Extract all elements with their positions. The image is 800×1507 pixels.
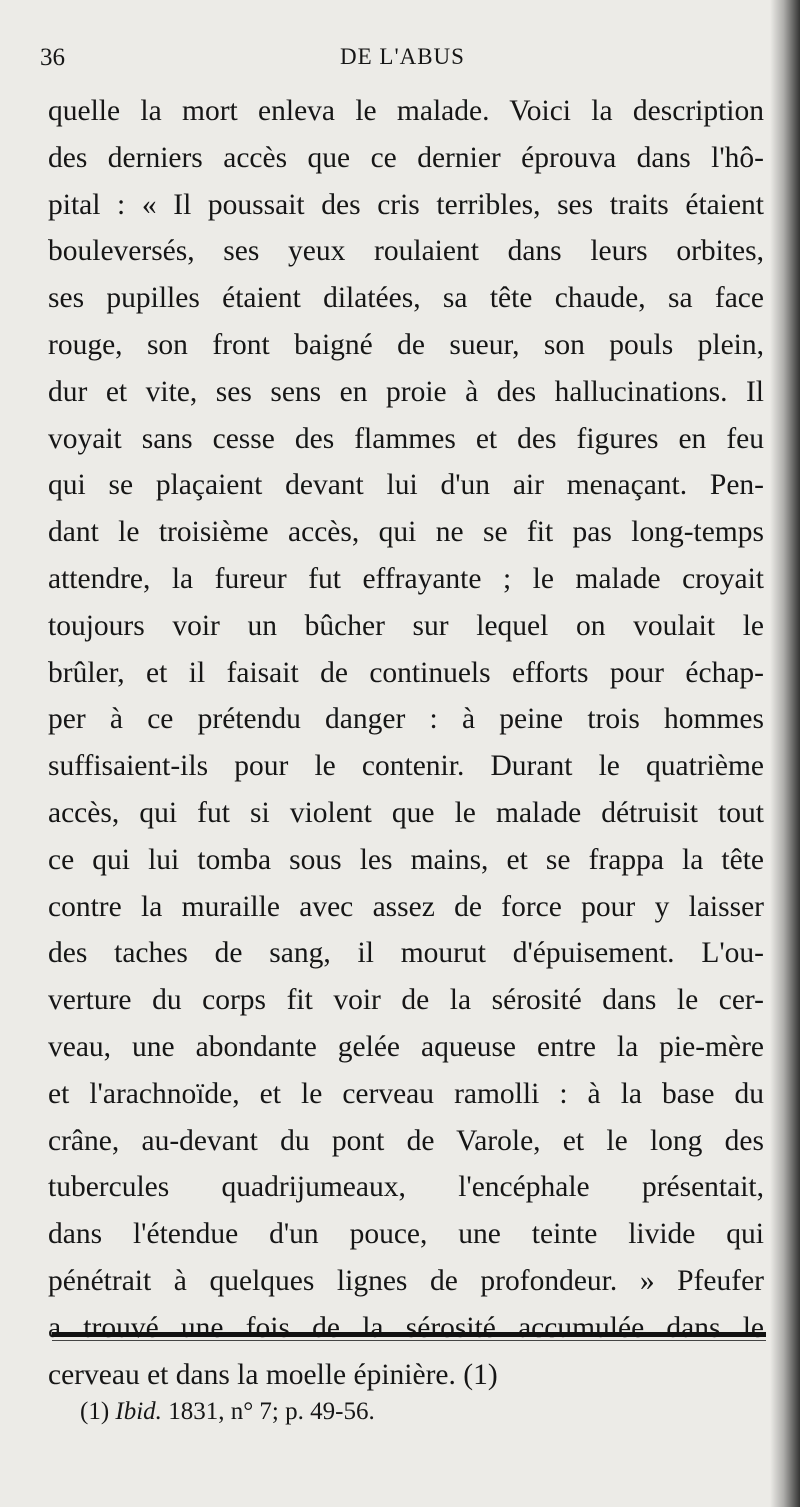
footnote-separator-thin-rule <box>52 1340 766 1341</box>
text-line: bouleversés, ses yeux roulaient dans leurs orbites, <box>48 235 764 268</box>
text-line: qui se plaçaient devant lui d'un air menaçant. Pen- <box>48 469 764 502</box>
text-line: dant le troisième accès, qui ne se fit pas long-temps <box>48 516 764 549</box>
text-line: pital : « Il poussait des cris terribles, ses traits étaient <box>48 188 764 221</box>
running-head: DE L'ABUS <box>340 44 465 69</box>
text-line: dans l'étendue d'un pouce, une teinte livide qui <box>48 1218 764 1251</box>
text-line: ce qui lui tomba sous les mains, et se frappa la tête <box>48 843 764 876</box>
text-line: veau, une abondante gelée aqueuse entre la pie-mère <box>48 1030 764 1063</box>
text-line: attendre, la fureur fut effrayante ; le malade croyait <box>48 562 764 595</box>
text-line: rouge, son front baigné de sueur, son pouls plein, <box>48 328 764 361</box>
page-number: 36 <box>40 44 65 71</box>
text-line: toujours voir un bûcher sur lequel on voulait le <box>48 609 764 642</box>
text-line: verture du corps fit voir de la sérosité dans le cer- <box>48 984 764 1017</box>
text-line: quelle la mort enleva le malade. Voici la description <box>48 95 764 127</box>
footnote-citation: 1831, n° 7; p. 49-56. <box>168 1398 375 1425</box>
footnote <box>80 1398 375 1426</box>
text-line: dur et vite, ses sens en proie à des hallucinations. Il <box>48 375 764 408</box>
footnote-ibid: Ibid. <box>115 1398 162 1425</box>
text-line: tubercules quadrijumeaux, l'encéphale présentait, <box>48 1171 764 1204</box>
text-line: accès, qui fut si violent que le malade détruisit tout <box>48 796 764 829</box>
text-line: des taches de sang, il mourut d'épuisement. L'ou- <box>48 937 764 970</box>
binding-gutter-shadow <box>770 0 800 1507</box>
text-line: voyait sans cesse des flammes et des figures en feu <box>48 422 764 455</box>
text-line: des derniers accès que ce dernier éprouva dans l'hô- <box>48 141 764 174</box>
text-line: et l'arachnoïde, et le cerveau ramolli : à la base du <box>48 1077 764 1110</box>
text-line-last: cerveau et dans la moelle épinière. (1) <box>48 1358 498 1391</box>
body-text <box>48 88 764 1398</box>
page-header <box>40 44 760 78</box>
text-line: ses pupilles étaient dilatées, sa tête chaude, sa face <box>48 282 764 315</box>
text-line: crâne, au-devant du pont de Varole, et le long des <box>48 1124 764 1157</box>
text-line: a trouvé une fois de la sérosité accumulée dans le <box>48 1311 764 1344</box>
text-line: per à ce prétendu danger : à peine trois hommes <box>48 703 764 736</box>
text-line: brûler, et il faisait de continuels efforts pour échap- <box>48 656 764 689</box>
footnote-marker: (1) <box>80 1398 110 1425</box>
text-line: suffisaient-ils pour le contenir. Durant le quatrième <box>48 750 764 783</box>
footnote-separator-rule <box>52 1332 766 1337</box>
text-line: contre la muraille avec assez de force pour y laisser <box>48 890 764 923</box>
text-line: pénétrait à quelques lignes de profondeur. » Pfeufer <box>48 1264 764 1297</box>
